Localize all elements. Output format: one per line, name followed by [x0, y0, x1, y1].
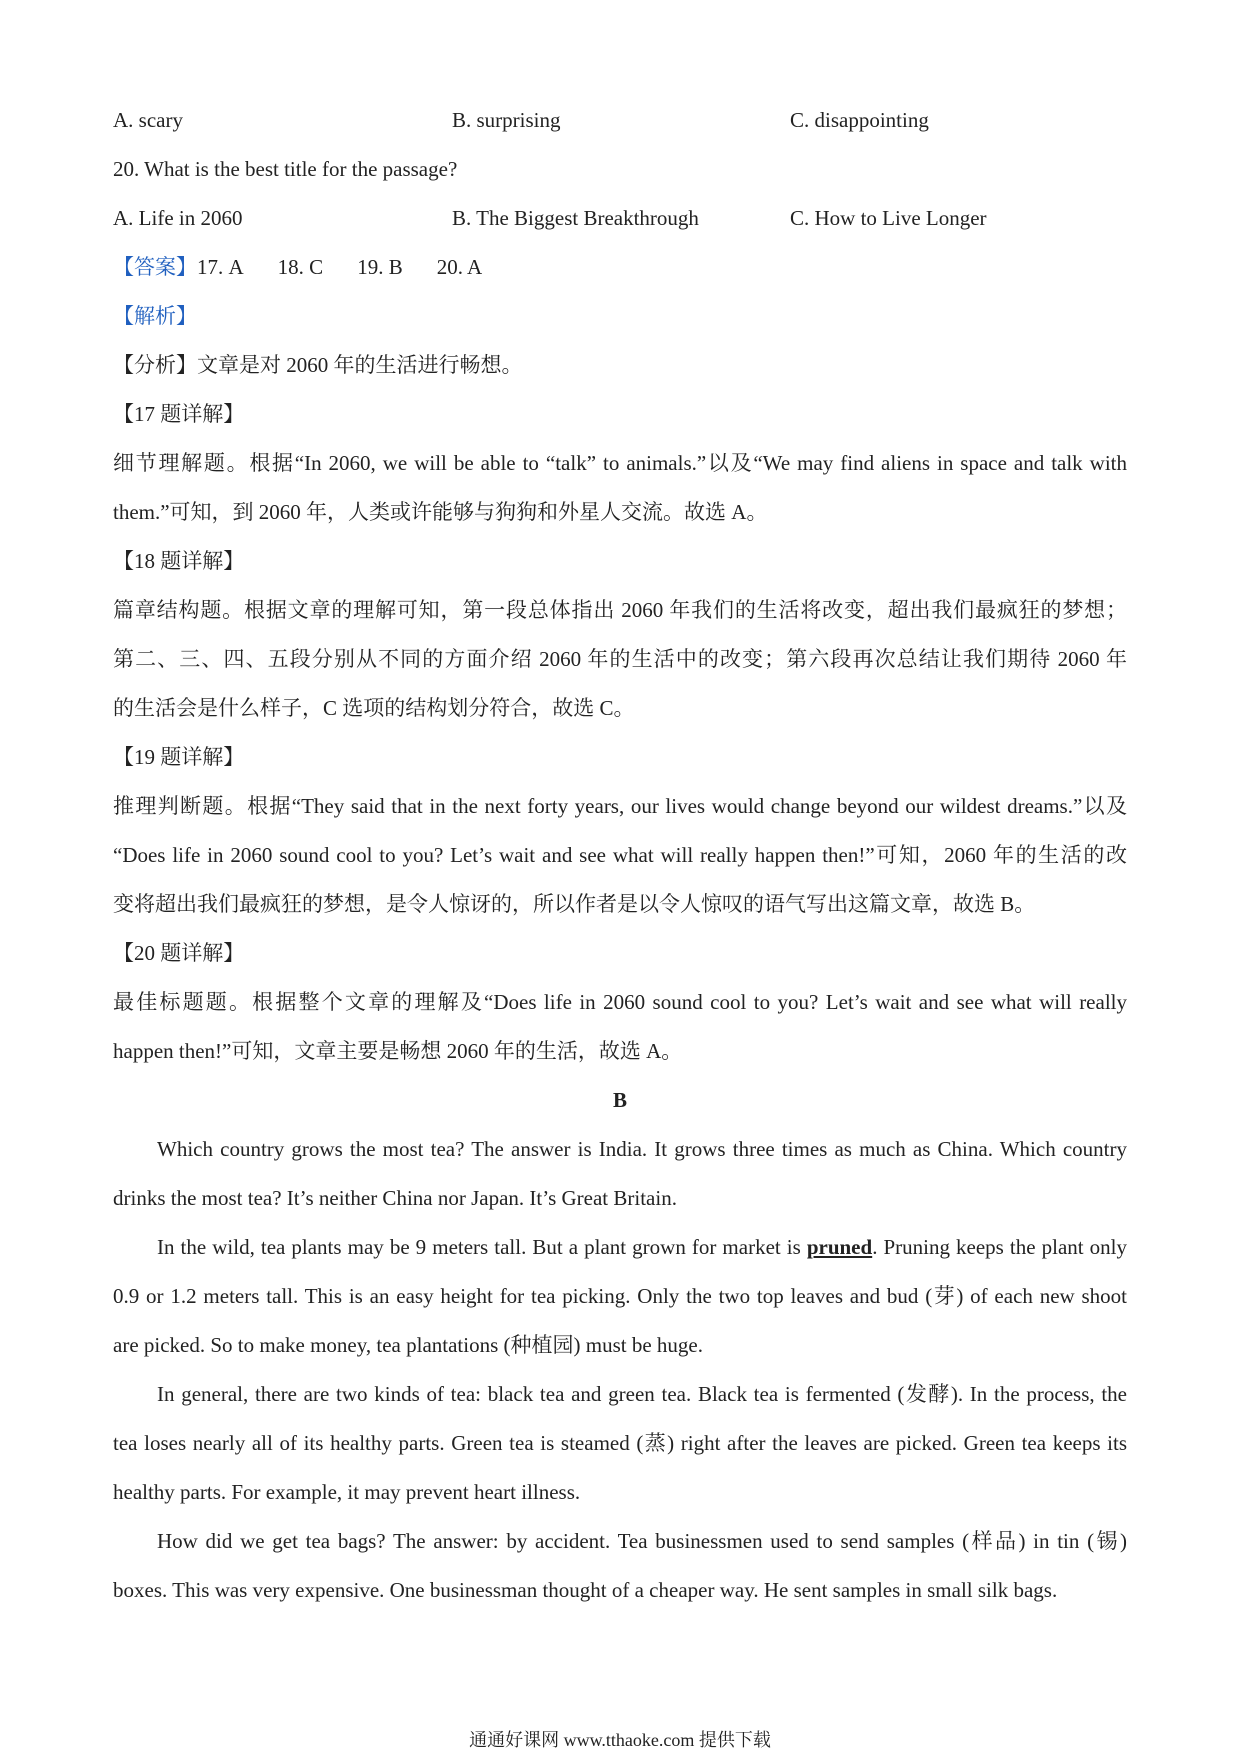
q19-line-2: “Does life in 2060 sound cool to you? Let’s wait and see what will really happen then!”可知，2060 年的生活的改: [113, 843, 1127, 867]
q19-option-c: C. disappointing: [790, 108, 929, 132]
answer-20: 20. A: [436, 255, 483, 279]
p1-line-1: Which country grows the most tea? The answer is India. It grows three times as much as China. Which country: [157, 1137, 1127, 1161]
answer-17: 17. A: [197, 255, 244, 279]
page-footer: 通通好课网 www.tthaoke.com 提供下载: [469, 1730, 771, 1750]
answer-label: 【答案】: [113, 255, 197, 279]
p2-line-2: 0.9 or 1.2 meters tall. This is an easy height for tea picking. Only the two top leaves and bud (芽) of each new shoot: [113, 1284, 1127, 1308]
q20-option-a: A. Life in 2060: [113, 206, 243, 230]
q20-option-c: C. How to Live Longer: [790, 206, 987, 230]
q20-question: 20. What is the best title for the passage?: [113, 157, 458, 181]
keyword-pruned: pruned: [806, 1235, 873, 1259]
q18-line-3: 的生活会是什么样子，C 选项的结构划分符合，故选 C。: [113, 696, 635, 720]
p3-line-1: In general, there are two kinds of tea: black tea and green tea. Black tea is fermented (发酵). In the process, the: [157, 1382, 1127, 1406]
fenxi-text: 【分析】文章是对 2060 年的生活进行畅想。: [113, 353, 523, 377]
q20-heading: 【20 题详解】: [113, 941, 245, 965]
answer-19: 19. B: [357, 255, 403, 279]
q17-heading: 【17 题详解】: [113, 402, 245, 426]
p2-line-1: [157, 1232, 1127, 1262]
p4-line-1: How did we get tea bags? The answer: by accident. Tea businessmen used to send samples (样品) in tin (锡): [157, 1529, 1127, 1553]
q18-heading: 【18 题详解】: [113, 549, 245, 573]
q20-line-2: happen then!”可知，文章主要是畅想 2060 年的生活，故选 A。: [113, 1039, 683, 1063]
p4-line-2: boxes. This was very expensive. One businessman thought of a cheaper way. He sent samples in small silk bags.: [113, 1578, 1058, 1602]
analysis-label: 【解析】: [113, 304, 197, 328]
q20-option-b: B. The Biggest Breakthrough: [452, 206, 699, 230]
q17-line-2: them.”可知，到 2060 年，人类或许能够与狗狗和外星人交流。故选 A。: [113, 500, 768, 524]
answer-18: 18. C: [277, 255, 324, 279]
p2-line-3: are picked. So to make money, tea plantations (种植园) must be huge.: [113, 1333, 703, 1357]
q20-line-1: 最佳标题题。根据整个文章的理解及“Does life in 2060 sound cool to you? Let’s wait and see what will really: [113, 990, 1127, 1014]
q19-option-b: B. surprising: [452, 108, 561, 132]
p3-line-2: tea loses nearly all of its healthy parts. Green tea is steamed (蒸) right after the leaves are picked. Green tea keeps its: [113, 1431, 1127, 1455]
q19-line-1: 推理判断题。根据“They said that in the next forty years, our lives would change beyond our wildest dreams.”以及: [113, 794, 1127, 818]
q19-heading: 【19 题详解】: [113, 745, 245, 769]
q19-line-3: 变将超出我们最疯狂的梦想，是令人惊讶的，所以作者是以令人惊叹的语气写出这篇文章，故选 B。: [113, 892, 1036, 916]
section-b-title: B: [612, 1088, 627, 1112]
p3-line-3: healthy parts. For example, it may prevent heart illness.: [113, 1480, 581, 1504]
q19-option-a: A. scary: [113, 108, 183, 132]
q18-line-1: 篇章结构题。根据文章的理解可知，第一段总体指出 2060 年我们的生活将改变，超出我们最疯狂的梦想；: [113, 598, 1127, 622]
p2-line-1-pre: In the wild, tea plants may be 9 meters tall. But a plant grown for market is: [157, 1235, 807, 1259]
q18-line-2: 第二、三、四、五段分别从不同的方面介绍 2060 年的生活中的改变；第六段再次总结让我们期待 2060 年: [113, 647, 1127, 671]
p1-line-2: drinks the most tea? It’s neither China nor Japan. It’s Great Britain.: [113, 1186, 677, 1210]
q17-line-1: 细节理解题。根据“In 2060, we will be able to “talk” to animals.”以及“We may find aliens in space and talk with: [113, 451, 1127, 475]
p2-line-1-post: . Pruning keeps the plant only: [872, 1235, 1127, 1259]
answer-line: [113, 252, 1127, 282]
